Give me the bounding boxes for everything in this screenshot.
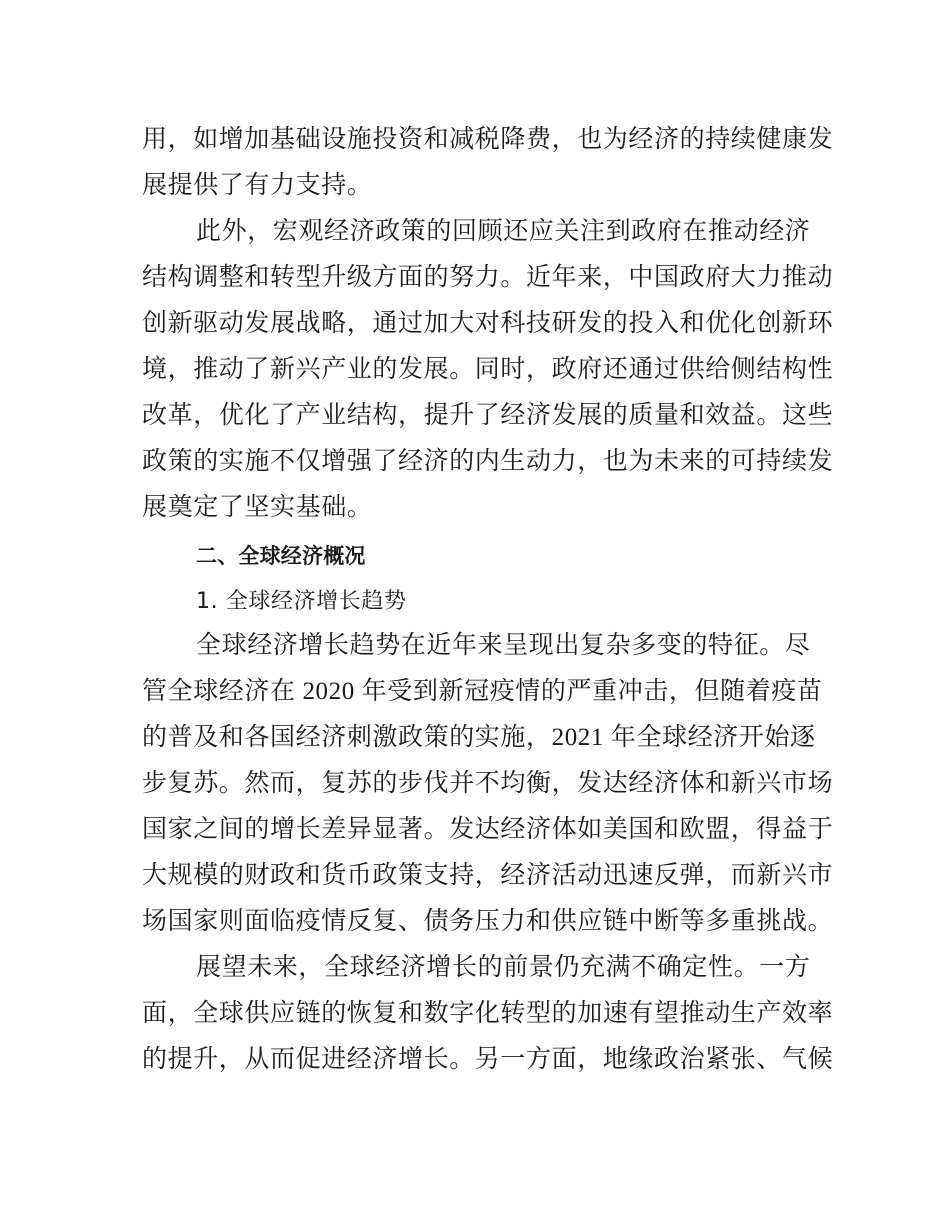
body-text-line: 国家之间的增长差异显著。发达经济体如美国和欧盟，得益于 (142, 816, 834, 843)
body-text-line: 结构调整和转型升级方面的努力。近年来，中国政府大力推动 (142, 264, 834, 291)
body-text-line: 全球经济增长趋势在近年来呈现出复杂多变的特征。尽 (196, 632, 811, 659)
body-text-line: 场国家则面临疫情反复、债务压力和供应链中断等多重挑战。 (142, 908, 834, 935)
body-text-line: 面，全球供应链的恢复和数字化转型的加速有望推动生产效率 (142, 1000, 834, 1027)
body-text-line: 用，如增加基础设施投资和减税降费，也为经济的持续健康发 (142, 126, 834, 153)
body-text-line: 展提供了有力支持。 (142, 172, 373, 199)
body-text-line: 步复苏。然而，复苏的步伐并不均衡，发达经济体和新兴市场 (142, 770, 834, 797)
body-text-line: 的提升，从而促进经济增长。另一方面，地缘政治紧张、气候 (142, 1046, 834, 1073)
body-text-line: 此外，宏观经济政策的回顾还应关注到政府在推动经济 (196, 218, 811, 245)
body-text-line: 管全球经济在 2020 年受到新冠疫情的严重冲击，但随着疫苗 (142, 678, 823, 705)
body-text-line: 展奠定了坚实基础。 (142, 494, 373, 521)
section-heading: 二、全球经济概况 (196, 544, 366, 568)
subsection-heading: 1. 全球经济增长趋势 (196, 589, 407, 614)
body-text-line: 境，推动了新兴产业的发展。同时，政府还通过供给侧结构性 (142, 356, 834, 383)
body-text-line: 创新驱动发展战略，通过加大对科技研发的投入和优化创新环 (142, 310, 834, 337)
body-text-line: 政策的实施不仅增强了经济的内生动力，也为未来的可持续发 (142, 448, 834, 475)
body-text-line: 大规模的财政和货币政策支持，经济活动迅速反弹，而新兴市 (142, 862, 834, 889)
body-text-line: 的普及和各国经济刺激政策的实施，2021 年全球经济开始逐 (142, 724, 816, 751)
body-text-line: 改革，优化了产业结构，提升了经济发展的质量和效益。这些 (142, 402, 834, 429)
body-text-line: 展望未来，全球经济增长的前景仍充满不确定性。一方 (196, 954, 811, 981)
